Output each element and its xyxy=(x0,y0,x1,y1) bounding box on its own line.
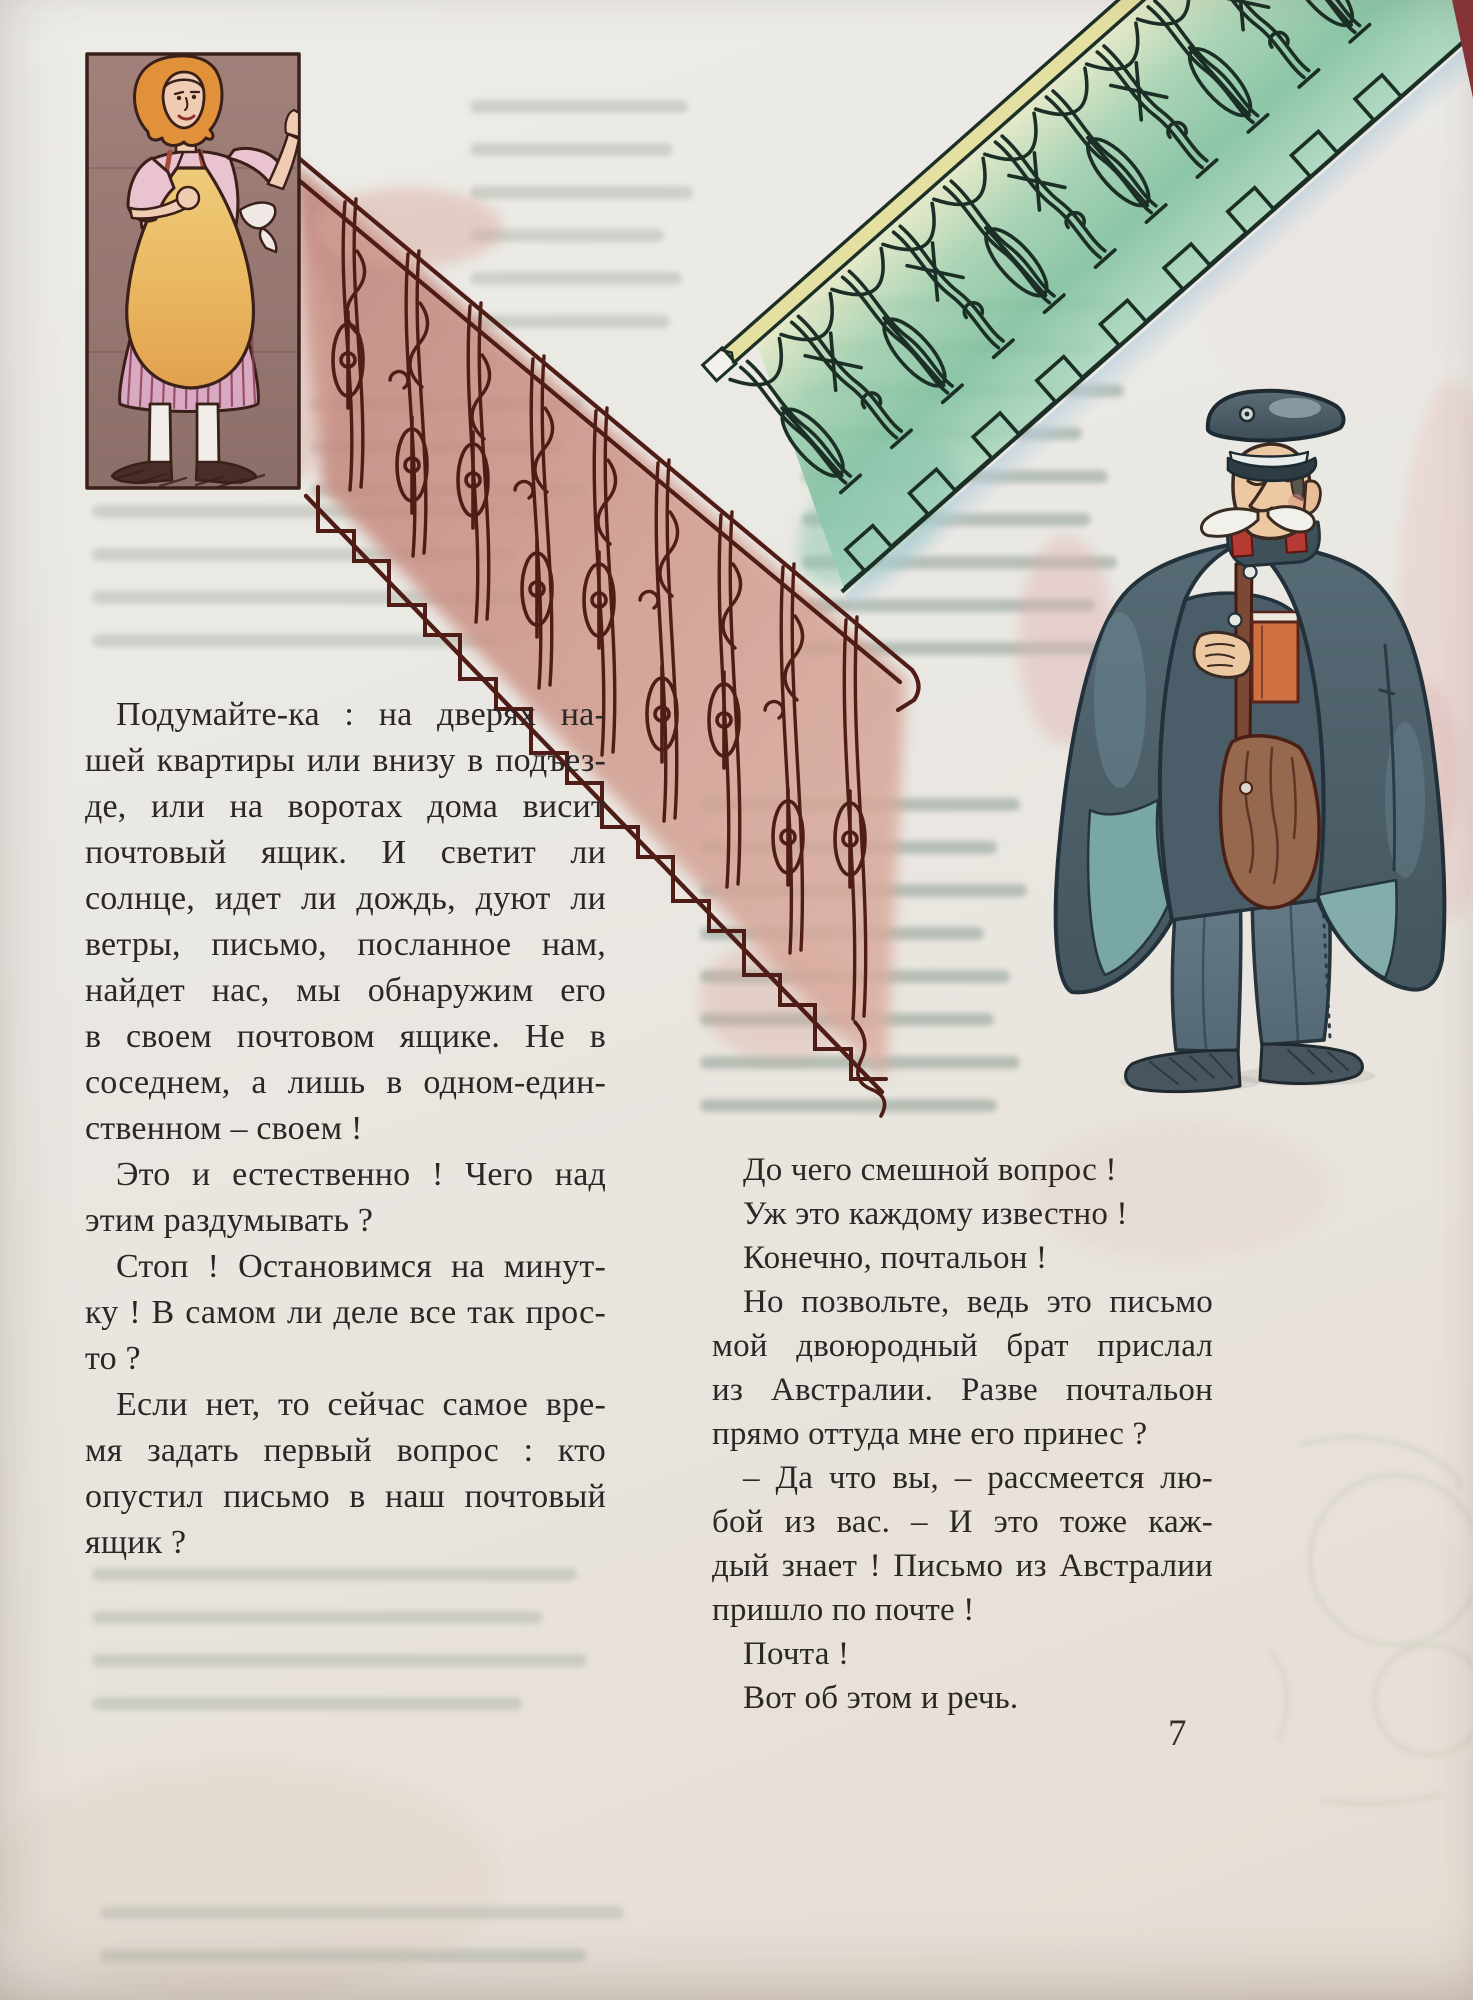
paragraph xyxy=(85,1152,606,1244)
text-line: де, или на воротах дома висит xyxy=(85,788,606,825)
text-line: мя задать первый вопрос : кто xyxy=(85,1432,606,1469)
text-line: в своем почтовом ящике. Не в xyxy=(85,1018,606,1055)
text-line: До чего смешной вопрос ! xyxy=(743,1152,1117,1188)
paragraph xyxy=(712,1456,1213,1632)
paragraph xyxy=(712,1236,1213,1280)
left-text-column xyxy=(85,692,606,1566)
text-line: Если нет, то сейчас самое вре- xyxy=(116,1386,606,1423)
text-line: Стоп ! Остановимся на минут- xyxy=(116,1248,606,1285)
paragraph xyxy=(712,1632,1213,1676)
bleedthrough-sketch xyxy=(1270,1437,1473,1804)
postman-illustration xyxy=(1056,391,1445,1092)
paragraph xyxy=(712,1148,1213,1192)
text-line: ветры, письмо, посланное нам, xyxy=(85,926,606,963)
text-line: из Австралии. Разве почтальон xyxy=(712,1372,1213,1408)
text-line: солнце, идет ли дождь, дуют ли xyxy=(85,880,606,917)
woman-in-doorway-illustration xyxy=(87,54,299,488)
text-line: Вот об этом и речь. xyxy=(743,1680,1019,1716)
text-line: опустил письмо в наш почтовый xyxy=(85,1478,606,1515)
text-line: пришло по почте ! xyxy=(712,1592,975,1628)
page-number: 7 xyxy=(1168,1713,1187,1754)
right-text-column xyxy=(712,1148,1213,1720)
text-line: Это и естественно ! Чего над xyxy=(116,1156,606,1193)
text-line: найдет нас, мы обнаружим его xyxy=(85,972,606,1009)
text-line: ственном – своем ! xyxy=(85,1110,363,1147)
text-line: соседнем, а лишь в одном-един- xyxy=(85,1064,606,1101)
text-line: этим раздумывать ? xyxy=(85,1202,374,1239)
paragraph xyxy=(85,1244,606,1382)
text-line: Конечно, почтальон ! xyxy=(743,1240,1048,1276)
text-line: Но позвольте, ведь это письмо xyxy=(743,1284,1213,1320)
text-line: ящик ? xyxy=(85,1524,187,1561)
paragraph xyxy=(712,1280,1213,1456)
text-line: – Да что вы, – рассмеется лю- xyxy=(743,1460,1213,1496)
text-line: прямо оттуда мне его принес ? xyxy=(712,1416,1148,1452)
text-line: бой из вас. – И это тоже каж- xyxy=(712,1504,1213,1540)
paragraph xyxy=(85,1382,606,1566)
paragraph xyxy=(712,1676,1213,1720)
text-line: Уж это каждому известно ! xyxy=(743,1196,1128,1232)
text-line: мой двоюродный брат прислал xyxy=(712,1328,1213,1364)
paragraph xyxy=(712,1192,1213,1236)
text-line: почтовый ящик. И светит ли xyxy=(85,834,606,871)
text-line: дый знает ! Письмо из Австралии xyxy=(712,1548,1213,1584)
text-line: то ? xyxy=(85,1340,141,1377)
text-line: ку ! В самом ли деле все так прос- xyxy=(85,1294,606,1331)
text-line: Подумайте-ка : на дверях на- xyxy=(116,696,606,733)
text-line: шей квартиры или внизу в подъез- xyxy=(85,742,606,779)
paragraph xyxy=(85,692,606,1152)
text-line: Почта ! xyxy=(743,1636,850,1672)
